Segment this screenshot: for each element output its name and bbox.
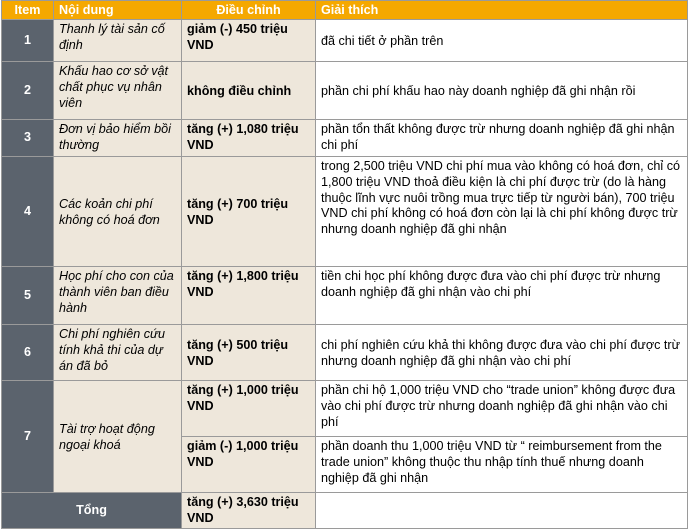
explanation-cell: trong 2,500 triệu VND chi phí mua vào không có hoá đơn, chỉ có 1,800 triệu VND thoả điều kiện là chi phí được trừ (do là hàng thuộc lĩnh vực nuôi trồng mua trực tiếp từ người bán), 700 triệu VND chi phí không có hoá đơn còn lại là chi phí không được trừ nhưng doanh nghiệp đã ghi nhận [316,157,688,267]
content-cell: Thanh lý tài sản cố định [54,20,182,62]
total-explanation [316,493,688,529]
table-row [2,62,688,120]
adjustment-cell: tăng (+) 1,000 triệu VND [182,381,316,437]
adjustment-cell: tăng (+) 500 triệu VND [182,325,316,381]
item-number: 5 [2,267,54,325]
explanation-cell: phần doanh thu 1,000 triệu VND từ “ reimbursement from the trade union” không thuộc thu nhập tính thuế nhưng doanh nghiệp đã ghi nhận [316,437,688,493]
explanation-cell: phần chi phí khấu hao này doanh nghiệp đã ghi nhận rồi [316,62,688,120]
item-number: 2 [2,62,54,120]
item-number: 3 [2,120,54,157]
content-cell: Tài trợ hoạt động ngoại khoá [54,381,182,493]
adjustment-cell: tăng (+) 1,800 triệu VND [182,267,316,325]
content-cell: Các koản chi phí không có hoá đơn [54,157,182,267]
content-cell: Đơn vị bảo hiểm bồi thường [54,120,182,157]
adjustment-cell: tăng (+) 1,080 triệu VND [182,120,316,157]
item-number: 6 [2,325,54,381]
item-number: 7 [2,381,54,493]
table-row [2,267,688,325]
adjustment-cell: không điều chỉnh [182,62,316,120]
explanation-cell: đã chi tiết ở phần trên [316,20,688,62]
total-row [2,493,688,529]
content-cell: Chi phí nghiên cứu tính khả thi của dự án đã bỏ [54,325,182,381]
content-cell: Học phí cho con của thành viên ban điều hành [54,267,182,325]
header-content: Nội dung [54,1,182,20]
adjustment-cell: tăng (+) 700 triệu VND [182,157,316,267]
explanation-cell: phần chi hộ 1,000 triệu VND cho “trade union” không được đưa vào chi phí được trừ nhưng doanh nghiệp đã ghi nhận vào chi phí [316,381,688,437]
adjustment-cell: giảm (-) 1,000 triệu VND [182,437,316,493]
item-number: 1 [2,20,54,62]
total-adjustment: tăng (+) 3,630 triệu VND [182,493,316,529]
table-row [2,325,688,381]
table-row [2,381,688,437]
explanation-cell: chi phí nghiên cứu khả thi không được đưa vào chi phí được trừ nhưng doanh nghiệp đã ghi nhận vào chi phí [316,325,688,381]
explanation-cell: phần tổn thất không được trừ nhưng doanh nghiệp đã ghi nhận chi phí [316,120,688,157]
header-adjustment: Điều chỉnh [182,1,316,20]
adjustment-cell: giảm (-) 450 triệu VND [182,20,316,62]
header-row [2,1,688,20]
table-row [2,20,688,62]
content-cell: Khấu hao cơ sở vật chất phục vụ nhân viên [54,62,182,120]
header-item: Item [2,1,54,20]
table-row [2,157,688,267]
header-explanation: Giải thích [316,1,688,20]
total-label: Tổng [2,493,182,529]
table-row [2,120,688,157]
tax-adjustment-table [1,0,688,529]
item-number: 4 [2,157,54,267]
explanation-cell: tiền chi học phí không được đưa vào chi phí được trừ nhưng doanh nghiệp đã ghi nhận vào chi phí [316,267,688,325]
